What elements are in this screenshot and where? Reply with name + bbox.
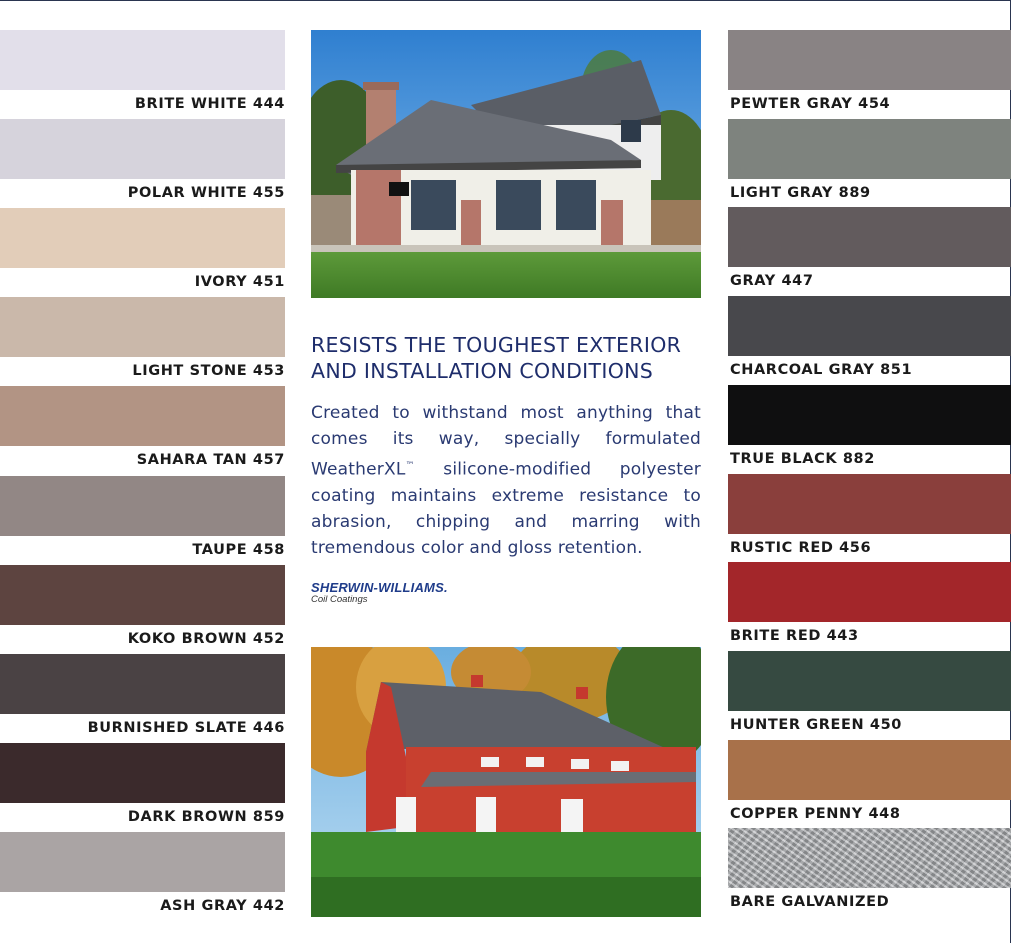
color-chip: [728, 119, 1011, 179]
swatch-label: ASH GRAY 442: [160, 897, 285, 914]
color-chip: [728, 651, 1011, 711]
color-chip: [728, 740, 1011, 800]
swatch-label: TRUE BLACK 882: [730, 450, 875, 467]
logo-brand: SHERWIN-WILLIAMS.: [311, 580, 448, 595]
logo-subtitle: Coil Coatings: [311, 594, 368, 605]
color-chip: [0, 297, 285, 357]
swatch-label: LIGHT STONE 453: [132, 363, 285, 380]
swatch-label: POLAR WHITE 455: [127, 185, 285, 202]
body-paragraph: [311, 400, 701, 561]
headline-line-2: AND INSTALLATION CONDITIONS: [311, 359, 654, 383]
color-chip: [0, 476, 285, 536]
sherwin-williams-logo: [311, 580, 448, 605]
swatch-label: SAHARA TAN 457: [136, 452, 285, 469]
trademark-mark: ™: [405, 460, 415, 471]
house-photo: [311, 30, 701, 298]
swatch-label: BRITE RED 443: [730, 628, 859, 645]
color-chip: [728, 828, 1011, 888]
color-chip: [0, 386, 285, 446]
color-chip: [728, 30, 1011, 90]
swatch-label: COPPER PENNY 448: [730, 805, 901, 822]
color-chip: [0, 654, 285, 714]
color-chip: [0, 565, 285, 625]
swatch-label: HUNTER GREEN 450: [730, 716, 902, 733]
color-chip: [728, 474, 1011, 534]
swatch-label: BURNISHED SLATE 446: [87, 719, 285, 736]
swatch-label: BRITE WHITE 444: [134, 96, 285, 112]
color-chip: [0, 30, 285, 90]
body-text-part-2: silicone-modified polyester coating maintains extreme resistance to abrasion, chipping and marring with tremendous color and gloss retention.: [311, 459, 701, 559]
color-chip: [728, 207, 1011, 267]
swatch-label: PEWTER GRAY 454: [730, 96, 891, 112]
swatch-label: GRAY 447: [730, 273, 814, 290]
swatch-label: TAUPE 458: [192, 541, 285, 558]
swatch-label: BARE GALVANIZED: [730, 894, 890, 911]
swatch-label: LIGHT GRAY 889: [730, 184, 871, 201]
swatch-label: DARK BROWN 859: [127, 808, 285, 825]
body-text-part-1: Created to withstand most anything that comes its way, specially formulated WeatherXL: [311, 403, 701, 480]
color-chip: [0, 832, 285, 892]
color-chip: [0, 743, 285, 803]
swatch-label: IVORY 451: [194, 274, 285, 291]
barn-photo: [311, 647, 701, 917]
headline-line-1: RESISTS THE TOUGHEST EXTERIOR: [311, 333, 682, 357]
swatch-label: RUSTIC RED 456: [730, 539, 872, 556]
color-chip: [728, 296, 1011, 356]
headline: [311, 332, 711, 384]
swatch-label: CHARCOAL GRAY 851: [730, 362, 913, 379]
color-chip: [728, 562, 1011, 622]
color-chip: [728, 385, 1011, 445]
color-chip: [0, 119, 285, 179]
color-chip: [0, 208, 285, 268]
swatch-label: KOKO BROWN 452: [127, 630, 285, 647]
